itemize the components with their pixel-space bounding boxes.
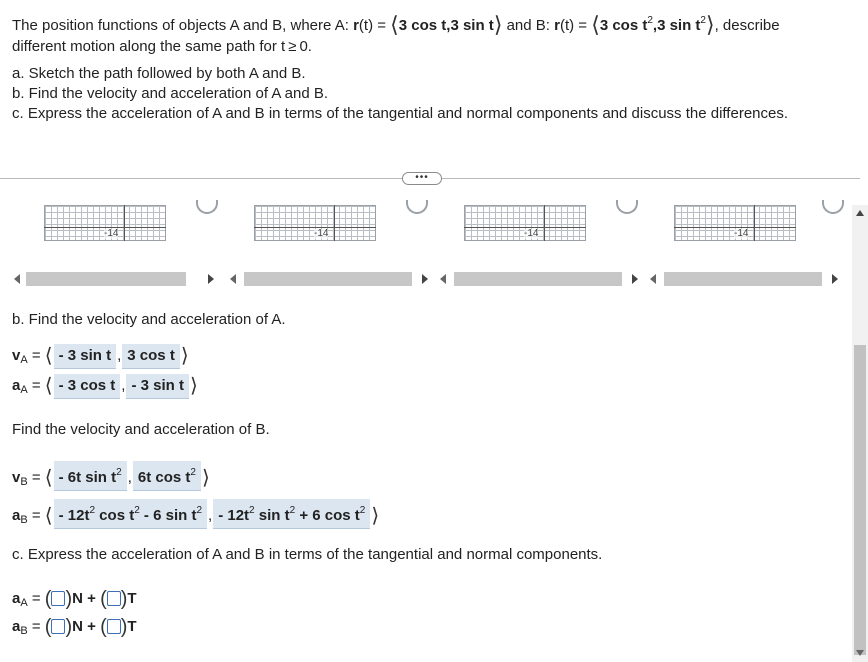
r-eq: (t) =	[358, 17, 391, 34]
exp: 2	[134, 505, 140, 516]
sub-a: A	[20, 597, 28, 609]
aB-x-sin: - 6 sin t	[139, 507, 197, 524]
exp: 2	[647, 15, 653, 26]
paren-open: (	[100, 616, 107, 638]
aA-components-row	[12, 586, 137, 616]
t-label: T	[127, 618, 137, 635]
a-label: a	[12, 618, 21, 635]
graph-axis-y	[334, 205, 335, 241]
graph-scrollbar-2[interactable]	[226, 270, 430, 288]
angle-close: ⟩	[371, 505, 380, 527]
scroll-right-arrow-icon[interactable]	[632, 274, 638, 284]
paren-close: )	[65, 588, 73, 610]
scroll-thumb[interactable]	[26, 272, 186, 286]
graph-scrollbar-1[interactable]	[0, 270, 216, 288]
graph-radio-3[interactable]	[616, 200, 638, 214]
aA-x-answer[interactable]: - 3 cos t	[54, 374, 121, 399]
r-label: r	[353, 17, 359, 34]
equals: =	[31, 618, 41, 635]
exp: 2	[249, 505, 255, 516]
graph-radio-4[interactable]	[822, 200, 844, 214]
vA-x-answer[interactable]: - 3 sin t	[54, 344, 117, 369]
aB-tangential-input[interactable]	[107, 619, 121, 634]
exp: 2	[289, 505, 296, 516]
vB-y-answer[interactable]	[133, 461, 201, 491]
exp: 2	[116, 467, 122, 478]
vertical-scrollbar[interactable]	[852, 205, 868, 662]
sub-b: B	[20, 625, 28, 637]
sub-a: A	[20, 384, 28, 396]
problem-line-2: different motion along the same path for t ≥ 0.	[12, 38, 312, 55]
more-button[interactable]: •••	[402, 172, 442, 185]
paren-open: (	[100, 588, 107, 610]
v-label: v	[12, 469, 21, 486]
scroll-left-arrow-icon[interactable]	[650, 274, 656, 284]
angle-close: ⟩	[201, 467, 210, 489]
problem-statement	[12, 10, 862, 57]
graph-option-2[interactable]	[254, 205, 376, 241]
aA-normal-input[interactable]	[51, 591, 65, 606]
graph-tick-label: -14	[734, 228, 749, 239]
n-label: N +	[72, 590, 96, 607]
a-label: a	[12, 377, 21, 394]
graph-option-1[interactable]	[44, 205, 166, 241]
scroll-down-arrow-icon[interactable]	[856, 650, 864, 656]
angle-close-b: ⟩	[705, 12, 715, 37]
graph-option-4[interactable]	[674, 205, 796, 241]
graph-radio-1[interactable]	[196, 200, 218, 214]
problem-parts	[12, 64, 788, 124]
r-label-b: r	[554, 17, 560, 34]
sub-a: A	[20, 354, 28, 366]
equals: =	[31, 590, 41, 607]
angle-open: ⟨	[44, 345, 53, 367]
exp: 2	[700, 15, 706, 26]
aB-y-text: - 12t	[218, 507, 250, 524]
vB-y-text: 6t cos t	[137, 469, 191, 486]
aB-y-cos: + 6 cos t	[295, 507, 360, 524]
equals: =	[31, 347, 41, 364]
aB-x-cos: cos t	[95, 507, 135, 524]
paren-close: )	[120, 588, 128, 610]
b-position-y: ,3 sin t	[652, 17, 701, 34]
t-label: T	[127, 590, 137, 607]
angle-open: ⟨	[390, 12, 399, 37]
problem-line-1	[12, 10, 862, 36]
vA-row: $v_A$ = ⟨- 3 sin t , 3 cos t ⟩	[12, 345, 189, 367]
angle-open: ⟨	[44, 375, 53, 397]
exp: 2	[89, 505, 96, 516]
aB-x-text: - 12t	[58, 507, 90, 524]
vertical-scroll-thumb[interactable]	[854, 345, 866, 655]
part-a: a. Sketch the path followed by both A and B.	[12, 65, 306, 82]
graph-tick-label: -14	[524, 228, 539, 239]
graph-radio-2[interactable]	[406, 200, 428, 214]
a-label: a	[12, 590, 21, 607]
vA-y-answer[interactable]: 3 cos t	[122, 344, 180, 369]
scroll-left-arrow-icon[interactable]	[230, 274, 236, 284]
equals: =	[31, 469, 41, 486]
aB-y-sin: sin t	[254, 507, 290, 524]
problem-text: The position functions of objects A and B, where A:	[12, 17, 349, 34]
aB-x-answer[interactable]	[54, 499, 207, 529]
a-position: 3 cos t,3 sin t	[398, 17, 494, 34]
angle-close: ⟩	[189, 375, 198, 397]
aB-y-answer[interactable]	[213, 499, 370, 529]
paren-open: (	[44, 616, 52, 638]
angle-open: ⟨	[44, 467, 53, 489]
aA-row: $a_A$ = ⟨- 3 cos t ,- 3 sin t ⟩	[12, 375, 198, 397]
part-c: c. Express the acceleration of A and B in terms of the tangential and normal components and discuss the differences.	[12, 105, 789, 122]
graph-option-3[interactable]	[464, 205, 586, 241]
graph-scrollbar-3[interactable]	[436, 270, 640, 288]
graph-tick-label: -14	[314, 228, 329, 239]
angle-open: ⟨	[44, 505, 53, 527]
vB-row: $v_B$ = ⟨- 6t $\sin t^2$ , 6t $\cos t^2$ ⟩	[12, 461, 210, 495]
prompt-velocity-a: b. Find the velocity and acceleration of A.	[12, 311, 286, 328]
paren-open: (	[44, 588, 52, 610]
aA-tangential-input[interactable]	[107, 591, 121, 606]
scroll-left-arrow-icon[interactable]	[440, 274, 446, 284]
angle-close: ⟩	[493, 12, 503, 37]
scroll-thumb[interactable]	[454, 272, 622, 286]
vB-x-text: - 6t sin t	[58, 469, 117, 486]
angle-open-b: ⟨	[591, 12, 600, 37]
angle-close: ⟩	[180, 345, 189, 367]
paren-close: )	[120, 616, 128, 638]
aB-normal-input[interactable]	[51, 619, 65, 634]
graph-tick-label: -14	[104, 228, 119, 239]
graph-scrollbar-4[interactable]	[646, 270, 840, 288]
r-eq-b: (t) =	[559, 17, 592, 34]
graph-axis-y	[124, 205, 125, 241]
scroll-right-arrow-icon[interactable]	[832, 274, 838, 284]
graph-axis-y	[754, 205, 755, 241]
vB-x-answer[interactable]	[54, 461, 127, 491]
scroll-thumb[interactable]	[664, 272, 822, 286]
aB-components-row	[12, 614, 137, 644]
b-position-x: 3 cos t	[599, 17, 648, 34]
and-b-text: and B:	[502, 17, 555, 34]
exp: 2	[196, 505, 203, 516]
equals: =	[31, 377, 41, 394]
exp: 2	[190, 467, 196, 478]
prompt-velocity-b: Find the velocity and acceleration of B.	[12, 421, 270, 438]
aB-row: $a_B$ = ⟨- $12t^2$ $\cos t^2 - 6$ $\sin t^2$ ,- $12t^2$ $\sin t^2 + 6$ $\cos t^2$ ⟩	[12, 499, 379, 533]
sub-b: B	[20, 476, 28, 488]
v-label: v	[12, 347, 21, 364]
a-label: a	[12, 507, 21, 524]
scroll-left-arrow-icon[interactable]	[14, 274, 20, 284]
exp: 2	[359, 505, 366, 516]
part-b: b. Find the velocity and acceleration of A and B.	[12, 85, 329, 102]
sub-b: B	[20, 514, 28, 526]
equals: =	[31, 507, 41, 524]
n-label: N +	[72, 618, 96, 635]
scroll-right-arrow-icon[interactable]	[208, 274, 214, 284]
describe-text: , describe	[714, 17, 780, 34]
scroll-thumb[interactable]	[244, 272, 412, 286]
graph-axis-y	[544, 205, 545, 241]
scroll-right-arrow-icon[interactable]	[422, 274, 428, 284]
aA-y-answer[interactable]: - 3 sin t	[126, 374, 189, 399]
prompt-components: c. Express the acceleration of A and B in terms of the tangential and normal components.	[12, 546, 603, 563]
paren-close: )	[65, 616, 73, 638]
scroll-up-arrow-icon[interactable]	[856, 210, 864, 216]
